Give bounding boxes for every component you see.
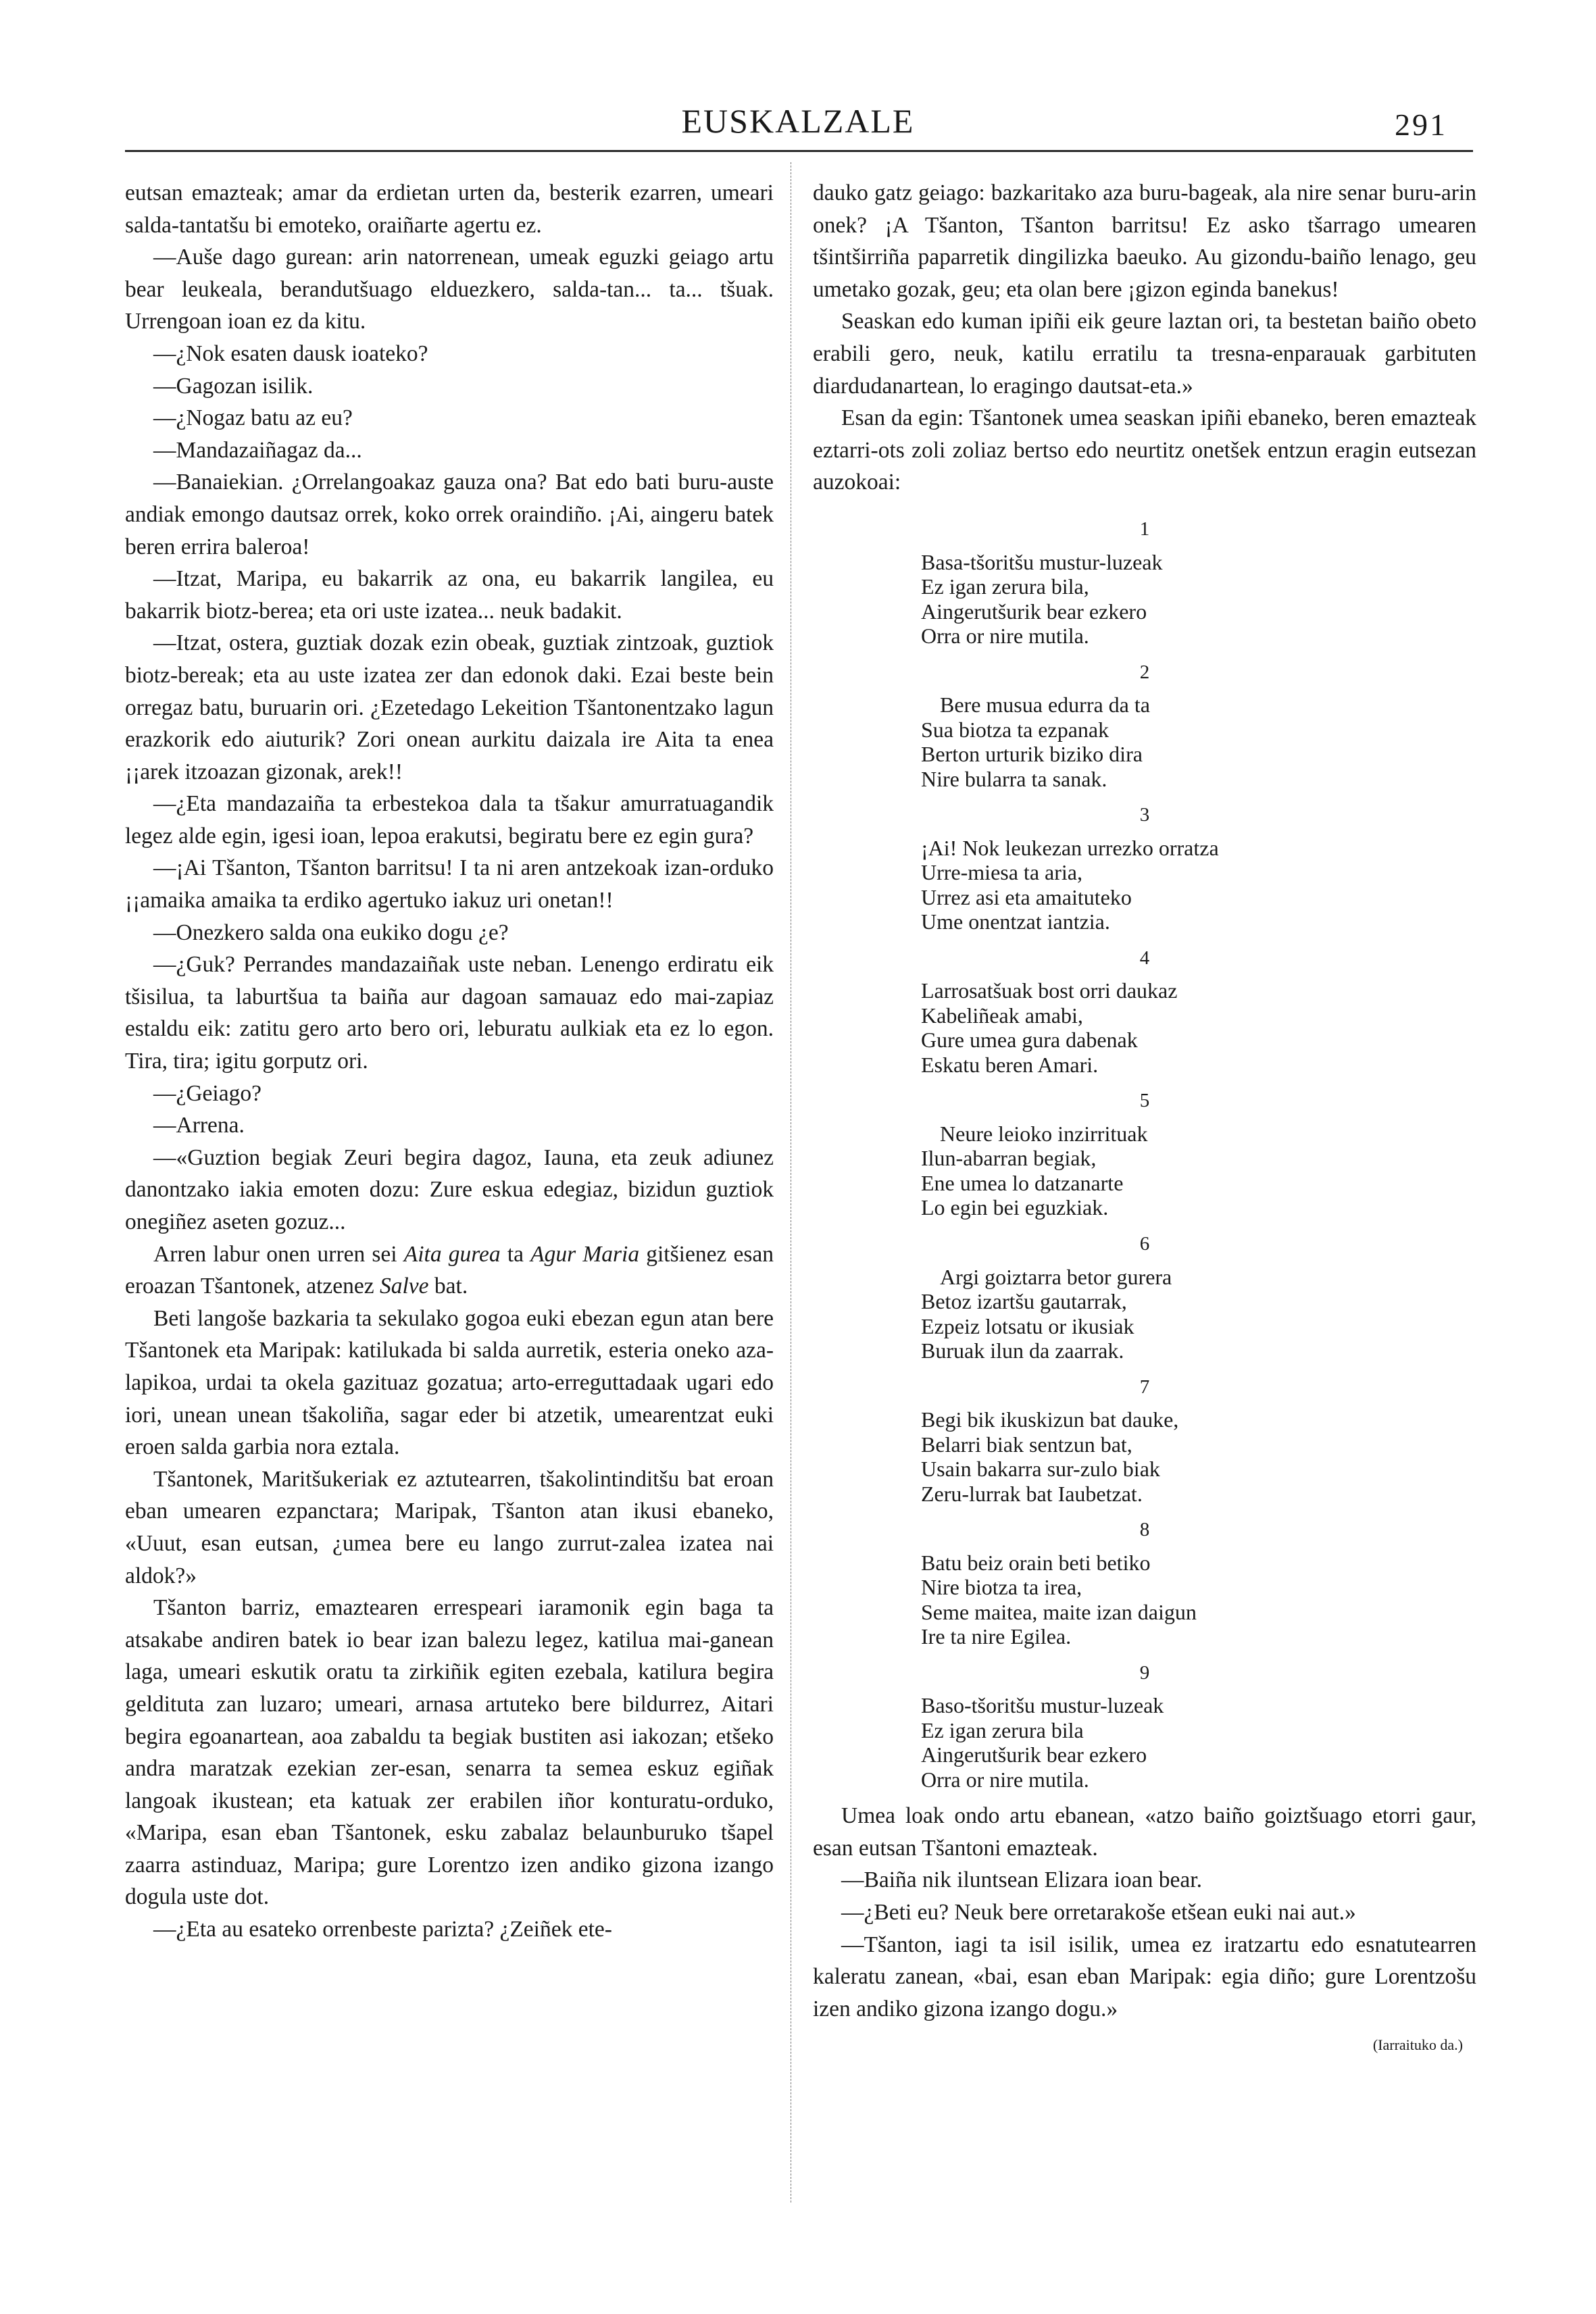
verse-line: Belarri biak sentzun bat, [921, 1432, 1132, 1457]
verse-line: Basa-tšoritšu mustur-luzeak [921, 549, 1163, 574]
verse-line: Ez igan zerura bila [921, 1717, 1084, 1742]
verse-line: Buruak ilun da zaarrak. [921, 1338, 1124, 1363]
paragraph: Beti langoše bazkaria ta sekulako gogoa euki ebezan egun atan bere Tšantonek eta Maripak: katilukada bi salda aurretik, esteria oneko aza-lapikoa, urdai ta okela gazituaz gozatua; arto-erreguttadaak ugari edo iori, unean unean tšakoliña, sagar eder bi atzetik, umearentzat euki eroen salda garbia nora eztala. [125, 1305, 774, 1460]
stanza [921, 799, 1476, 934]
verse-line: Begi bik ikuskizun bat dauke, [921, 1407, 1179, 1432]
paragraph: —¿Eta au esateko orrenbeste parizta? ¿Zeiñek ete- [153, 1917, 612, 1942]
right-column-prose-top [813, 177, 1476, 499]
verse-line: ¡Ai! Nok leukezan urrezko orratza [921, 835, 1219, 860]
stanza-number: 1 [1139, 518, 1150, 540]
stanza-number: 4 [1139, 947, 1150, 969]
paragraph: —Gagozan isilik. [153, 373, 314, 399]
verse-line: Bere musua edurra da ta [940, 693, 1150, 718]
paragraph: —¿Eta mandazaiña ta erbestekoa dala ta tšakur amurratuagandik legez alde egin, igesi ioan, lepoa erakutsi, begiratu bere ez egin gura? [125, 791, 774, 849]
verse-line: Baso-tšoritšu mustur-luzeak [921, 1693, 1164, 1718]
verse-line: Berton urturik biziko dira [921, 742, 1143, 767]
verse-line: Sua biotza ta ezpanak [921, 717, 1109, 742]
stanza-number: 8 [1139, 1519, 1150, 1541]
verse-line: Neure leioko inzirrituak [940, 1121, 1148, 1146]
verse-line: Ire ta nire Egilea. [921, 1624, 1072, 1649]
right-column [813, 177, 1476, 2061]
stanza [921, 513, 1476, 649]
paragraph: —Baiña nik iluntsean Elizara ioan bear. [841, 1867, 1202, 1893]
verse-line: Nire biotza ta irea, [921, 1575, 1082, 1600]
page-number: 291 [1395, 107, 1447, 142]
verse-line: Usain bakarra sur-zulo biak [921, 1457, 1160, 1482]
stanza-number: 2 [1139, 661, 1150, 683]
paragraph: —Auše dago gurean: arin natorrenean, umeak eguzki geiago artu bear leukeala, berandutšuago elduezkero, salda-tan... ta... tšuak. Urrengoan ioan ez da kitu. [125, 245, 774, 334]
verse-line: Gure umea gura dabenak [921, 1028, 1138, 1053]
verse-line: Aingerutšurik bear ezkero [921, 599, 1147, 624]
stanza-number: 5 [1139, 1090, 1150, 1112]
paragraph: —«Guztion begiak Zeuri begira dagoz, Iauna, eta zeuk adiunez danontzako iakia emoten dozu: Zure eskua edegiaz, bizidun guztiok onegiñez aseten gozuz... [125, 1145, 774, 1234]
paragraph: —Tšanton, iagi ta isil isilik, umea ez iratzartu edo esnatutearren kaleratu zanean, «bai, esan eban Maripak: egia diño; gure Lorentzošu izen andiko gizona izango dogu.» [813, 1932, 1476, 2021]
stanza [921, 1514, 1476, 1649]
paragraph: —¿Beti eu? Neuk bere orretarakoše etšean euki nai aut.» [841, 1900, 1356, 1926]
running-title: EUSKALZALE [681, 102, 915, 140]
verse-line: Urre-miesa ta aria, [921, 860, 1082, 885]
paragraph: —Mandazaiñagaz da... [153, 437, 362, 463]
paragraph: —Itzat, ostera, guztiak dozak ezin obeak, guztiak zintzoak, guztiok biotz-bereak; eta au uste izatea zer dan edonok daki. Ezai beste bein orregaz batu, buruarin ori. ¿Ezetedago Lekeition Tšantonentzako lagun erazkorik edo aiuturik? Zori onean aurkitu daizala ire Aita ta enea ¡¡arek itzoazan gizonak, arek!! [125, 630, 774, 784]
stanza [921, 657, 1476, 792]
paragraph: —¡Ai Tšanton, Tšanton barritsu! I ta ni aren antzekoak izan-orduko ¡¡amaika amaika ta erdiko agertuko iakuz uri onetan!! [125, 855, 774, 913]
verse-line: Ume onentzat iantzia. [921, 909, 1110, 934]
paragraph: —Itzat, Maripa, eu bakarrik az ona, eu bakarrik langilea, eu bakarrik biotz-berea; eta ori uste izatea... neuk badakit. [125, 566, 774, 624]
verse-line: Eskatu beren Amari. [921, 1052, 1099, 1077]
paragraph: Umea loak ondo artu ebanean, «atzo baiño goiztšuago etorri gaur, esan eutsan Tšantoni emazteak. [813, 1803, 1476, 1861]
stanza [921, 1372, 1476, 1507]
paragraph: Tšanton barriz, emaztearen errespeari iaramonik egin baga ta atsakabe andiren batek io bear izan balezu legez, katilua mai-ganean laga, umeari eskutik oratu ta zirkiñik egiten ezebala, katilura begira geldituta zan luzaro; umeari, arnasa artuteko bere bildurrez, Aitari begira egoanartean, aoa zabaldu ta begiak bustiten asi iakozan; etšeko andra maratzak ezekian zer-esan, senarra ta semea eskuz egiñak langoak ikustean; eta katuak zer erabilen iñor konturatu-orduko, «Maripa, esan eban Tšantonek, esku zabalaz belaunburuko tšapel zaarra astinduaz, Maripa; gure Lorentzo izen andiko gizona izango dogula uste dot. [125, 1595, 774, 1910]
stanza-number: 6 [1139, 1232, 1150, 1255]
paragraph: Esan da egin: Tšantonek umea seaskan ipiñi ebaneko, beren emazteak eztarri-ots zoli zoliaz bertso edo neurtitz onetšek entzun eragin eutsezan auzokoai: [813, 405, 1476, 495]
right-column-prose-bottom [813, 1800, 1476, 2025]
stanza-number: 7 [1139, 1376, 1150, 1398]
stanza [921, 1657, 1476, 1792]
paragraph: —Arrena. [153, 1113, 245, 1138]
verse-line: Zeru-lurrak bat Iaubetzat. [921, 1481, 1143, 1506]
paragraph: Seaskan edo kuman ipiñi eik geure laztan ori, ta bestetan baiño obeto erabili gero, neuk, katilu erratilu ta tresna-enparauak garbituten diardudanartean, lo eragingo dautsat-eta.» [813, 309, 1476, 399]
paragraph: eutsan emazteak; amar da erdietan urten da, besterik ezarren, umeari salda-tantatšu bi emoteko, oraiñarte agertu ez. [125, 180, 774, 238]
paragraph: dauko gatz geiago: bazkaritako aza buru-bageak, ala nire senar buru-arin onek? ¡A Tšanton, Tšanton barritsu! Ez asko tšarrago umearen tšintširriña paparretik dingilizka baeuko. Au gizondu-baiño lenago, geu umetako gozak, geu; eta olan bere ¡gizon eginda banekus! [813, 180, 1476, 302]
stanza-number: 9 [1139, 1661, 1150, 1684]
verse-line: Ez igan zerura bila, [921, 574, 1089, 599]
paragraph: —¿Geiago? [153, 1080, 261, 1106]
verse-line: Urrez asi eta amaituteko [921, 884, 1132, 909]
verse-line: Argi goiztarra betor gurera [940, 1264, 1172, 1289]
paragraph: Tšantonek, Maritšukeriak ez aztutearren, tšakolintinditšu bat eroan eban umearen ezpanctara; Maripak, Tšanton atan ikusi ebaneko, «Uuut, esan eutsan, ¿umea bere eu lango zurrut-zalea izatea nai aldok?» [125, 1466, 774, 1588]
paragraph: —Banaiekian. ¿Orrelangoakaz gauza ona? Bat edo bati buru-auste andiak emongo dautsaz orrek, koko orrek oraindiño. ¡Ai, aingeru batek beren errira baleroa! [125, 470, 774, 559]
stanza-number: 3 [1139, 804, 1150, 826]
verse-line: Ezpeiz lotsatu or ikusiak [921, 1313, 1134, 1338]
continuation-note: (Iarraituko da.) [1372, 2036, 1463, 2054]
stanza [921, 942, 1476, 1078]
verse-line: Orra or nire mutila. [921, 624, 1089, 649]
lullaby-verses [813, 513, 1476, 1792]
left-column [125, 177, 774, 1946]
verse-line: Batu beiz orain beti betiko [921, 1550, 1151, 1575]
verse-line: Seme maitea, maite izan daigun [921, 1599, 1197, 1624]
verse-line: Aingerutšurik bear ezkero [921, 1742, 1147, 1767]
verse-line: Ilun-abarran begiak, [921, 1146, 1097, 1171]
verse-line: Betoz izartšu gautarrak, [921, 1289, 1127, 1313]
verse-line: Ene umea lo datzanarte [921, 1170, 1124, 1195]
stanza [921, 1085, 1476, 1220]
verse-line: Lo egin bei eguzkiak. [921, 1195, 1109, 1220]
verse-line: Nire bularra ta sanak. [921, 766, 1107, 791]
stanza [921, 1228, 1476, 1363]
verse-line: Kabeliñeak amabi, [921, 1003, 1083, 1028]
verse-line: Orra or nire mutila. [921, 1767, 1089, 1792]
paragraph: —Onezkero salda ona eukiko dogu ¿e? [153, 920, 509, 945]
header-rule [125, 150, 1473, 152]
paragraph: Arren labur onen urren sei Aita gurea ta Agur Maria gitšienez esan eroazan Tšantonek, atzenez Salve bat. [125, 1241, 774, 1299]
paragraph: —¿Nogaz batu az eu? [153, 405, 353, 431]
paragraph: —¿Guk? Perrandes mandazaiñak uste neban. Lenengo erdiratu eik tšisilua, ta laburtšua ta baiña aur dagoan samauaz edo mai-zapiaz estaldu eik: zatitu gero arto bero ori, leburatu aulkiak eta ez lo egon. Tira, tira; igitu gorputz ori. [125, 952, 774, 1074]
verse-line: Larrosatšuak bost orri daukaz [921, 978, 1178, 1003]
paragraph: —¿Nok esaten dausk ioateko? [153, 341, 428, 366]
